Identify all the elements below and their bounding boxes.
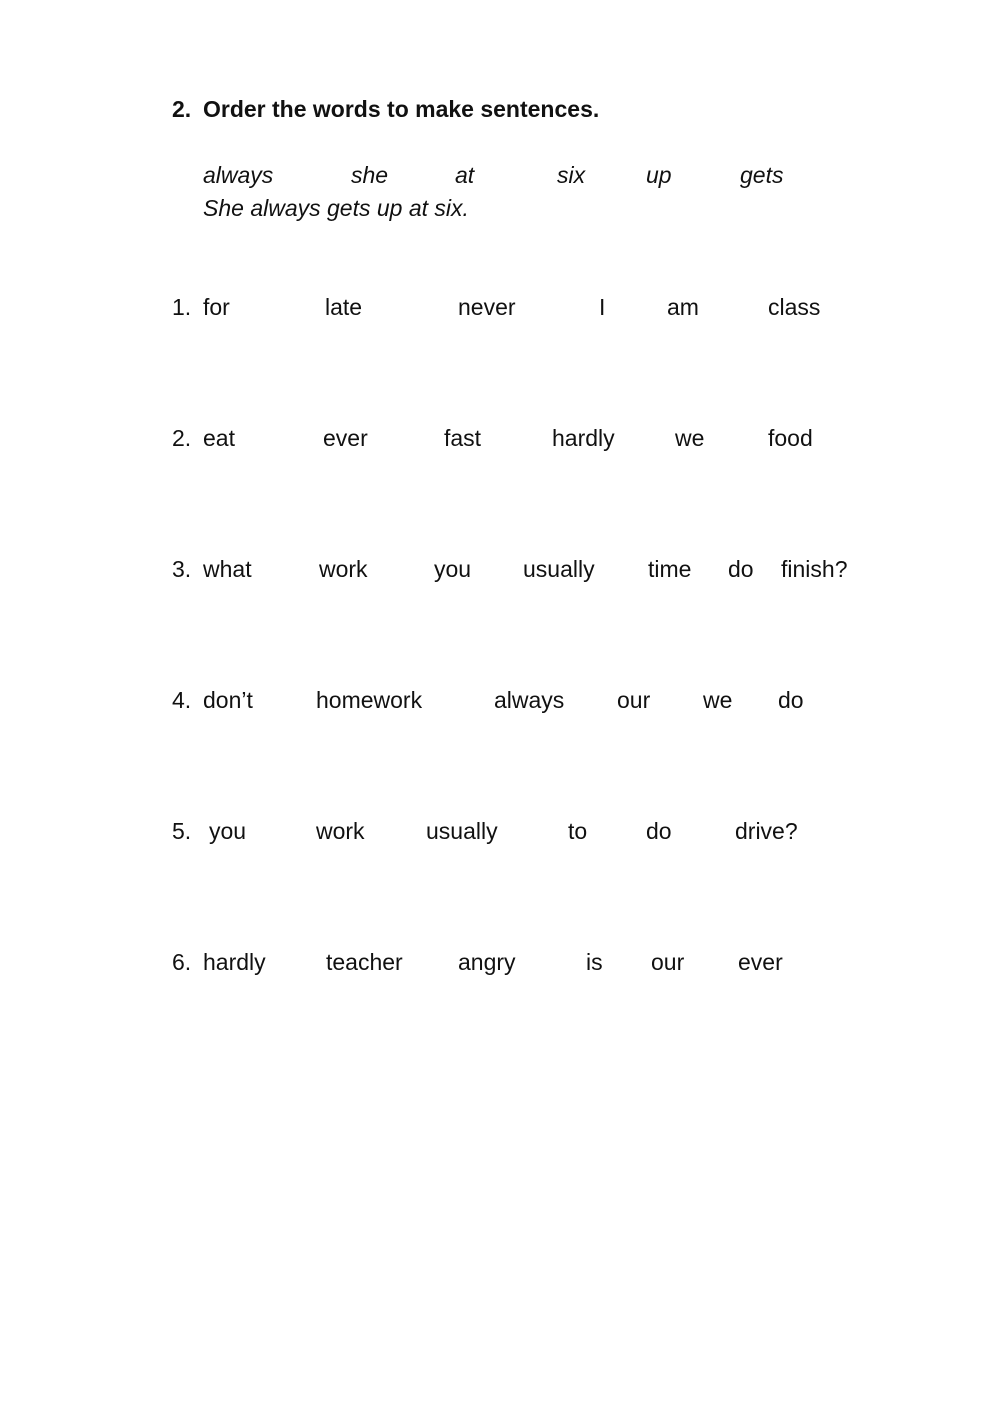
- example-word: always: [203, 162, 274, 188]
- heading-text: Order the words to make sentences.: [203, 96, 600, 122]
- item-number: 6.: [172, 949, 192, 975]
- item-word: ever: [323, 425, 368, 451]
- item-word: we: [703, 687, 733, 713]
- item-word: do: [646, 818, 672, 844]
- item-number: 2.: [172, 425, 192, 451]
- item-word: hardly: [552, 425, 615, 451]
- item-word: time: [648, 556, 692, 582]
- item-word: homework: [316, 687, 423, 713]
- item-word: usually: [523, 556, 595, 582]
- item-word: finish?: [781, 556, 848, 582]
- example-word: she: [351, 162, 389, 188]
- item-word: do: [778, 687, 804, 713]
- item-number: 4.: [172, 687, 192, 713]
- item-word: eat: [203, 425, 235, 451]
- item-word: fast: [444, 425, 482, 451]
- item-word: you: [209, 818, 247, 844]
- item-word: late: [325, 294, 363, 320]
- item-word: am: [667, 294, 699, 320]
- example-word: at: [455, 162, 475, 188]
- item-word: class: [768, 294, 821, 320]
- item-word: work: [316, 818, 365, 844]
- item-word: ever: [738, 949, 783, 975]
- item-word: always: [494, 687, 565, 713]
- example-word: gets: [740, 162, 784, 188]
- item-word: for: [203, 294, 230, 320]
- item-word: teacher: [326, 949, 403, 975]
- item-number: 3.: [172, 556, 192, 582]
- item-word: do: [728, 556, 754, 582]
- item-word: our: [617, 687, 651, 713]
- item-word: usually: [426, 818, 498, 844]
- example-word: up: [646, 162, 672, 188]
- item-word: food: [768, 425, 813, 451]
- item-word: our: [651, 949, 685, 975]
- item-word: we: [675, 425, 705, 451]
- item-word: what: [203, 556, 252, 582]
- item-word: to: [568, 818, 588, 844]
- item-word: don’t: [203, 687, 253, 713]
- item-word: work: [319, 556, 368, 582]
- item-word: hardly: [203, 949, 266, 975]
- example-word: six: [557, 162, 586, 188]
- item-number: 5.: [172, 818, 192, 844]
- item-word: never: [458, 294, 516, 320]
- item-word: angry: [458, 949, 516, 975]
- item-word: is: [586, 949, 603, 975]
- item-word: I: [599, 294, 606, 320]
- example-answer: She always gets up at six.: [203, 195, 469, 221]
- item-word: drive?: [735, 818, 798, 844]
- item-number: 1.: [172, 294, 192, 320]
- item-word: you: [434, 556, 472, 582]
- heading-number: 2.: [172, 96, 192, 122]
